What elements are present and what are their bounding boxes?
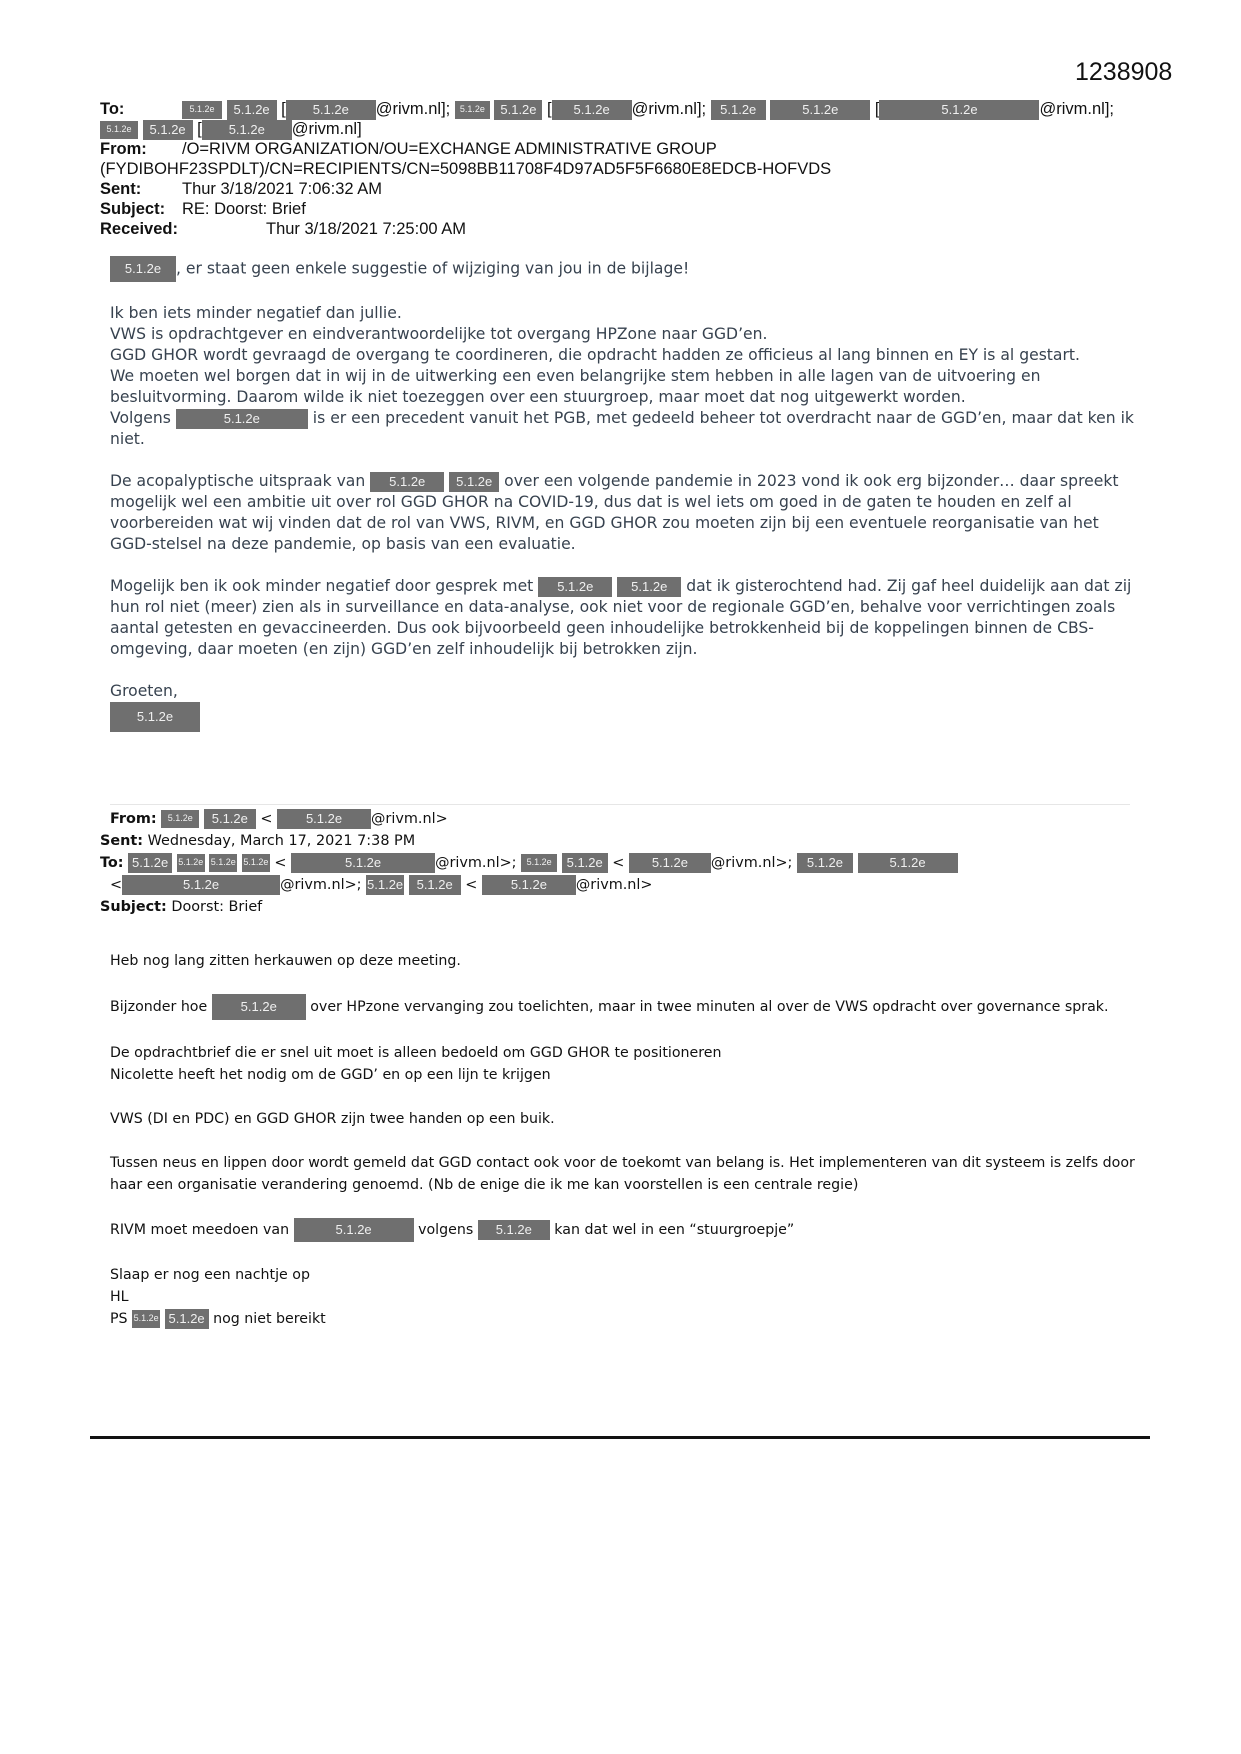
subject-value: RE: Doorst: Brief: [182, 200, 306, 218]
received-line: [100, 219, 1140, 239]
redaction: 5.1.2e: [770, 100, 870, 120]
redaction: 5.1.2e: [182, 101, 222, 119]
redaction: 5.1.2e: [128, 853, 172, 873]
redaction: 5.1.2e: [562, 853, 608, 873]
redaction: 5.1.2e: [370, 472, 444, 492]
redaction: 5.1.2e: [455, 101, 490, 119]
redaction: 5.1.2e: [879, 100, 1039, 120]
reply-text: Mogelijk ben ik ook minder negatief door gesprek met: [110, 577, 534, 595]
redaction: 5.1.2e: [143, 120, 193, 140]
email-domain: @rivm.nl]: [291, 120, 362, 138]
signature: [110, 702, 1140, 732]
email-domain: @rivm.nl>: [371, 811, 448, 827]
redaction: 5.1.2e: [110, 256, 176, 282]
reply-paragraph-3: [110, 471, 1140, 555]
fwd-to-line-2: < 5.1.2e @rivm.nl>; 5.1.2e 5.1.2e < 5.1.2e @rivm.nl>: [110, 877, 653, 893]
redaction: 5.1.2e: [277, 809, 371, 829]
fwd-line: [110, 1308, 1140, 1330]
redaction: 5.1.2e: [629, 853, 711, 873]
fwd-sent-label: Sent:: [100, 833, 144, 849]
received-label: Received:: [100, 220, 178, 238]
email-domain: @rivm.nl];: [1039, 100, 1114, 118]
redaction: 5.1.2e: [294, 1218, 414, 1242]
subject-line: [100, 199, 1140, 219]
fwd-sent-value: Wednesday, March 17, 2021 7:38 PM: [147, 833, 416, 849]
fwd-subject-value: Doorst: Brief: [171, 899, 263, 915]
closing: Groeten,: [110, 682, 178, 700]
fwd-text: nog niet bereikt: [213, 1311, 326, 1327]
email-header: [100, 99, 1140, 239]
fwd-line: Slaap er nog een nachtje op: [110, 1267, 310, 1283]
fwd-from-line: From: 5.1.2e 5.1.2e < 5.1.2e @rivm.nl>: [110, 811, 448, 827]
redaction: 5.1.2e: [176, 409, 308, 429]
fwd-from-label: From:: [110, 811, 157, 827]
redaction: 5.1.2e: [617, 577, 681, 597]
received-value: Thur 3/18/2021 7:25:00 AM: [266, 220, 466, 238]
forward-body: [110, 950, 1140, 1330]
reply-line: VWS is opdrachtgever en eindverantwoordelijke tot overgang HPZone naar GGD’en.: [110, 325, 768, 343]
redaction: 5.1.2e: [242, 854, 270, 872]
redaction: 5.1.2e: [286, 100, 376, 120]
redaction: 5.1.2e: [204, 809, 256, 829]
reply-line: We moeten wel borgen dat in wij in de uitwerking een even belangrijke stem hebben in alle lagen van de uitvoering en besluitvorming. Daarom wilde ik niet toezeggen over een stuurgroep, maar moet dat nog uitgewerkt worden.: [110, 367, 1041, 406]
redaction: 5.1.2e: [177, 854, 205, 872]
to-line-2: 5.1.2e 5.1.2e [ 5.1.2e @rivm.nl]: [100, 119, 1140, 139]
reply-text: is er een precedent vanuit het PGB, met gedeeld beheer tot overdracht naar de GGD’en, maar dat ken ik niet.: [110, 409, 1134, 448]
from-value: /O=RIVM ORGANIZATION/OU=EXCHANGE ADMINISTRATIVE GROUP: [182, 140, 717, 158]
reply-text: over een volgende pandemie in 2023 vond ik ook erg bijzonder… daar spreekt mogelijk wel een ambitie uit over rol GGD GHOR na COVID-19, dus dat is wel iets om goed in de gaten te houden en zelf al voorbereiden wat wij vinden dat de rol van VWS, RIVM, en GGD GHOR zou moeten zijn bij een eventuele reorganisatie van het GGD-stelsel na deze pandemie, op basis van een evaluatie.: [110, 472, 1119, 553]
redaction: 5.1.2e: [858, 853, 958, 873]
fwd-paragraph-5: Tussen neus en lippen door wordt gemeld dat GGD contact ook voor de toekomt van belang is. Het implementeren van dit systeem is zelfs door haar een organisatie verandering genoemd. (Nb de enige die ik me kan voorstellen is een centrale regie): [110, 1155, 1135, 1193]
redaction: 5.1.2e: [478, 1220, 550, 1240]
reply-line: GGD GHOR wordt gevraagd de overgang te coordineren, die opdracht hadden ze officieus al lang binnen en EY is al gestart.: [110, 346, 1080, 364]
fwd-line: Nicolette heeft het nodig om de GGD’ en op een lijn te krijgen: [110, 1067, 551, 1083]
redaction: 5.1.2e: [797, 853, 853, 873]
redaction: 5.1.2e: [538, 577, 612, 597]
redaction: 5.1.2e: [521, 854, 557, 872]
redaction: 5.1.2e: [161, 810, 199, 828]
reply-paragraph-4: [110, 576, 1140, 660]
fwd-to-line: To: 5.1.2e 5.1.2e 5.1.2e 5.1.2e < 5.1.2e @rivm.nl>; 5.1.2e 5.1.2e < 5.1.2e @rivm.nl>; 5.1.2e 5.1.2e: [100, 852, 1140, 874]
fwd-subject-line: [100, 896, 1140, 918]
sent-label: Sent:: [100, 180, 142, 198]
fwd-paragraph-2: [110, 994, 1140, 1020]
redaction: 5.1.2e: [449, 472, 499, 492]
reply-text: De acopalyptische uitspraak van: [110, 472, 366, 490]
redaction: 5.1.2e: [711, 100, 766, 120]
fwd-text: over HPzone vervanging zou toelichten, maar in twee minuten al over de VWS opdracht over governance sprak.: [310, 999, 1109, 1015]
fwd-text: kan dat wel in een “stuurgroepje”: [554, 1222, 795, 1238]
page-rule: [90, 1436, 1150, 1439]
email-domain: @rivm.nl];: [375, 100, 451, 118]
from-line: [100, 139, 1140, 159]
fwd-text: PS: [110, 1311, 128, 1327]
fwd-paragraph-4: VWS (DI en PDC) en GGD GHOR zijn twee handen op een buik.: [110, 1111, 555, 1127]
to-line-1: To: 5.1.2e 5.1.2e [ 5.1.2e @rivm.nl]; 5.1.2e 5.1.2e [ 5.1.2e @rivm.nl]; 5.1.2e 5.1.2e [ 5.1.2e @rivm.nl];: [100, 100, 1114, 118]
forward-header: [100, 808, 1140, 918]
fwd-line: HL: [110, 1289, 129, 1305]
separator-line: [110, 804, 1130, 805]
reply-text: Volgens: [110, 409, 171, 427]
reply-text: , er staat geen enkele suggestie of wijziging van jou in de bijlage!: [176, 259, 690, 278]
redaction: 5.1.2e: [212, 994, 306, 1020]
fwd-line: De opdrachtbrief die er snel uit moet is alleen bedoeld om GGD GHOR te positioneren: [110, 1045, 722, 1061]
document-number: 1238908: [1075, 58, 1173, 86]
redaction: 5.1.2e: [110, 702, 200, 732]
sent-line: [100, 179, 1140, 199]
email-domain: @rivm.nl>;: [280, 877, 362, 893]
redaction: 5.1.2e: [409, 875, 461, 895]
fwd-text: Bijzonder hoe: [110, 999, 208, 1015]
email-domain: @rivm.nl];: [631, 100, 707, 118]
redaction: 5.1.2e: [209, 854, 237, 872]
fwd-paragraph-6: [110, 1218, 1140, 1242]
reply-line: [110, 408, 1140, 450]
redaction: 5.1.2e: [100, 121, 138, 139]
redaction: 5.1.2e: [227, 100, 277, 120]
redaction: 5.1.2e: [482, 875, 576, 895]
redaction: 5.1.2e: [366, 875, 404, 895]
redaction: 5.1.2e: [122, 875, 280, 895]
fwd-paragraph-1: Heb nog lang zitten herkauwen op deze meeting.: [110, 953, 461, 969]
redaction: 5.1.2e: [165, 1309, 209, 1329]
reply-text: dat ik gisterochtend had. Zij gaf heel duidelijk aan dat zij hun rol niet (meer) zien als in surveillance en data-analyse, ook niet voor de regionale GGD’en, behalve voor verrichtingen zoals aantal getesten en gevaccineerden. Dus ook bijvoorbeeld geen inhoudelijke betrokkenheid bij de koppelingen binnen de CBS-omgeving, daar moeten (en zijn) GGD’en zelf inhoudelijk bij betrokken zijn.: [110, 577, 1132, 658]
email-domain: @rivm.nl>;: [710, 855, 793, 871]
redaction: 5.1.2e: [291, 853, 435, 873]
fwd-subject-label: Subject:: [100, 899, 167, 915]
redaction: 5.1.2e: [494, 100, 542, 120]
reply-body: [110, 256, 1140, 732]
redaction: 5.1.2e: [132, 1310, 160, 1328]
fwd-text: RIVM moet meedoen van: [110, 1222, 290, 1238]
reply-paragraph-1: [110, 256, 1140, 282]
email-domain: @rivm.nl>: [575, 877, 653, 893]
to-label: To:: [100, 100, 125, 118]
sent-value: Thur 3/18/2021 7:06:32 AM: [182, 180, 382, 198]
from-label: From:: [100, 140, 147, 158]
fwd-sent-line: [100, 830, 1140, 852]
reply-line: Ik ben iets minder negatief dan jullie.: [110, 304, 402, 322]
subject-label: Subject:: [100, 200, 166, 218]
email-domain: @rivm.nl>;: [435, 855, 517, 871]
fwd-to-label: To:: [100, 855, 124, 871]
fwd-text: volgens: [418, 1222, 474, 1238]
from-line-2: (FYDIBOHF23SPDLT)/CN=RECIPIENTS/CN=5098BB11708F4D97AD5F5F6680E8EDCB-HOFVDS: [100, 160, 832, 178]
redaction: 5.1.2e: [202, 120, 292, 140]
redaction: 5.1.2e: [552, 100, 632, 120]
